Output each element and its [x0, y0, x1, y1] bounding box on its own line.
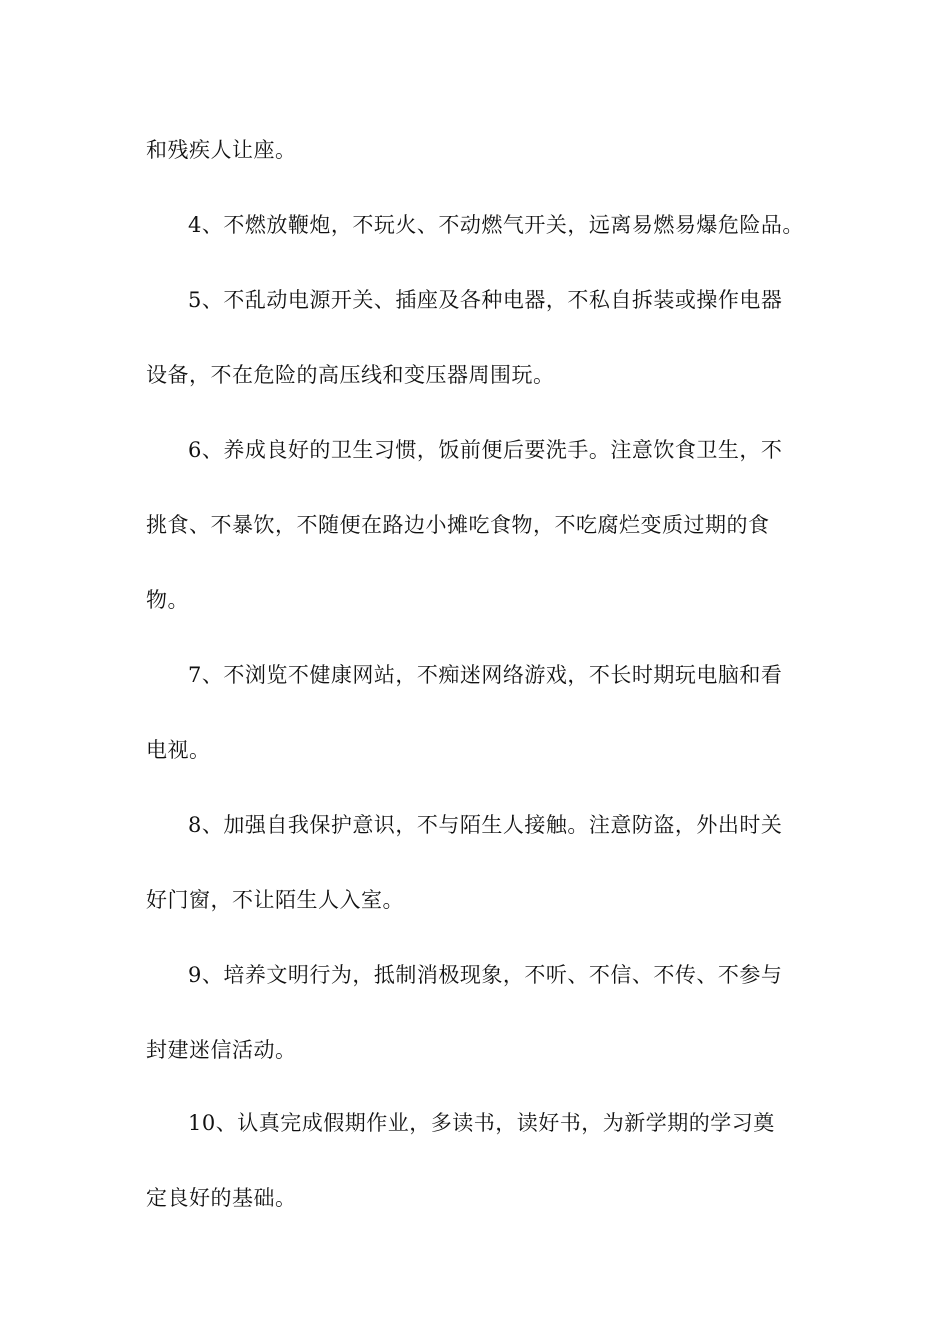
text-line: 10、认真完成假期作业，多读书，读好书，为新学期的学习奠: [188, 1111, 775, 1135]
text-line: 7、不浏览不健康网站，不痴迷网络游戏，不长时期玩电脑和看: [188, 663, 783, 687]
text-line: 5、不乱动电源开关、插座及各种电器，不私自拆装或操作电器: [188, 288, 783, 312]
text-line: 4、不燃放鞭炮，不玩火、不动燃气开关，远离易燃易爆危险品。: [188, 213, 804, 237]
text-line: 封建迷信活动。: [146, 1038, 297, 1062]
text-line: 9、培养文明行为，抵制消极现象，不听、不信、不传、不参与: [188, 963, 783, 987]
text-line: 设备，不在危险的高压线和变压器周围玩。: [146, 363, 555, 387]
text-line: 物。: [146, 588, 189, 612]
text-line: 8、加强自我保护意识，不与陌生人接触。注意防盗，外出时关: [188, 813, 783, 837]
text-line: 挑食、不暴饮，不随便在路边小摊吃食物，不吃腐烂变质过期的食: [146, 513, 770, 537]
text-line: 好门窗，不让陌生人入室。: [146, 888, 404, 912]
text-line: 6、养成良好的卫生习惯，饭前便后要洗手。注意饮食卫生，不: [188, 438, 783, 462]
text-line: 和残疾人让座。: [146, 138, 297, 162]
text-line: 定良好的基础。: [146, 1186, 297, 1210]
text-line: 电视。: [146, 738, 211, 762]
